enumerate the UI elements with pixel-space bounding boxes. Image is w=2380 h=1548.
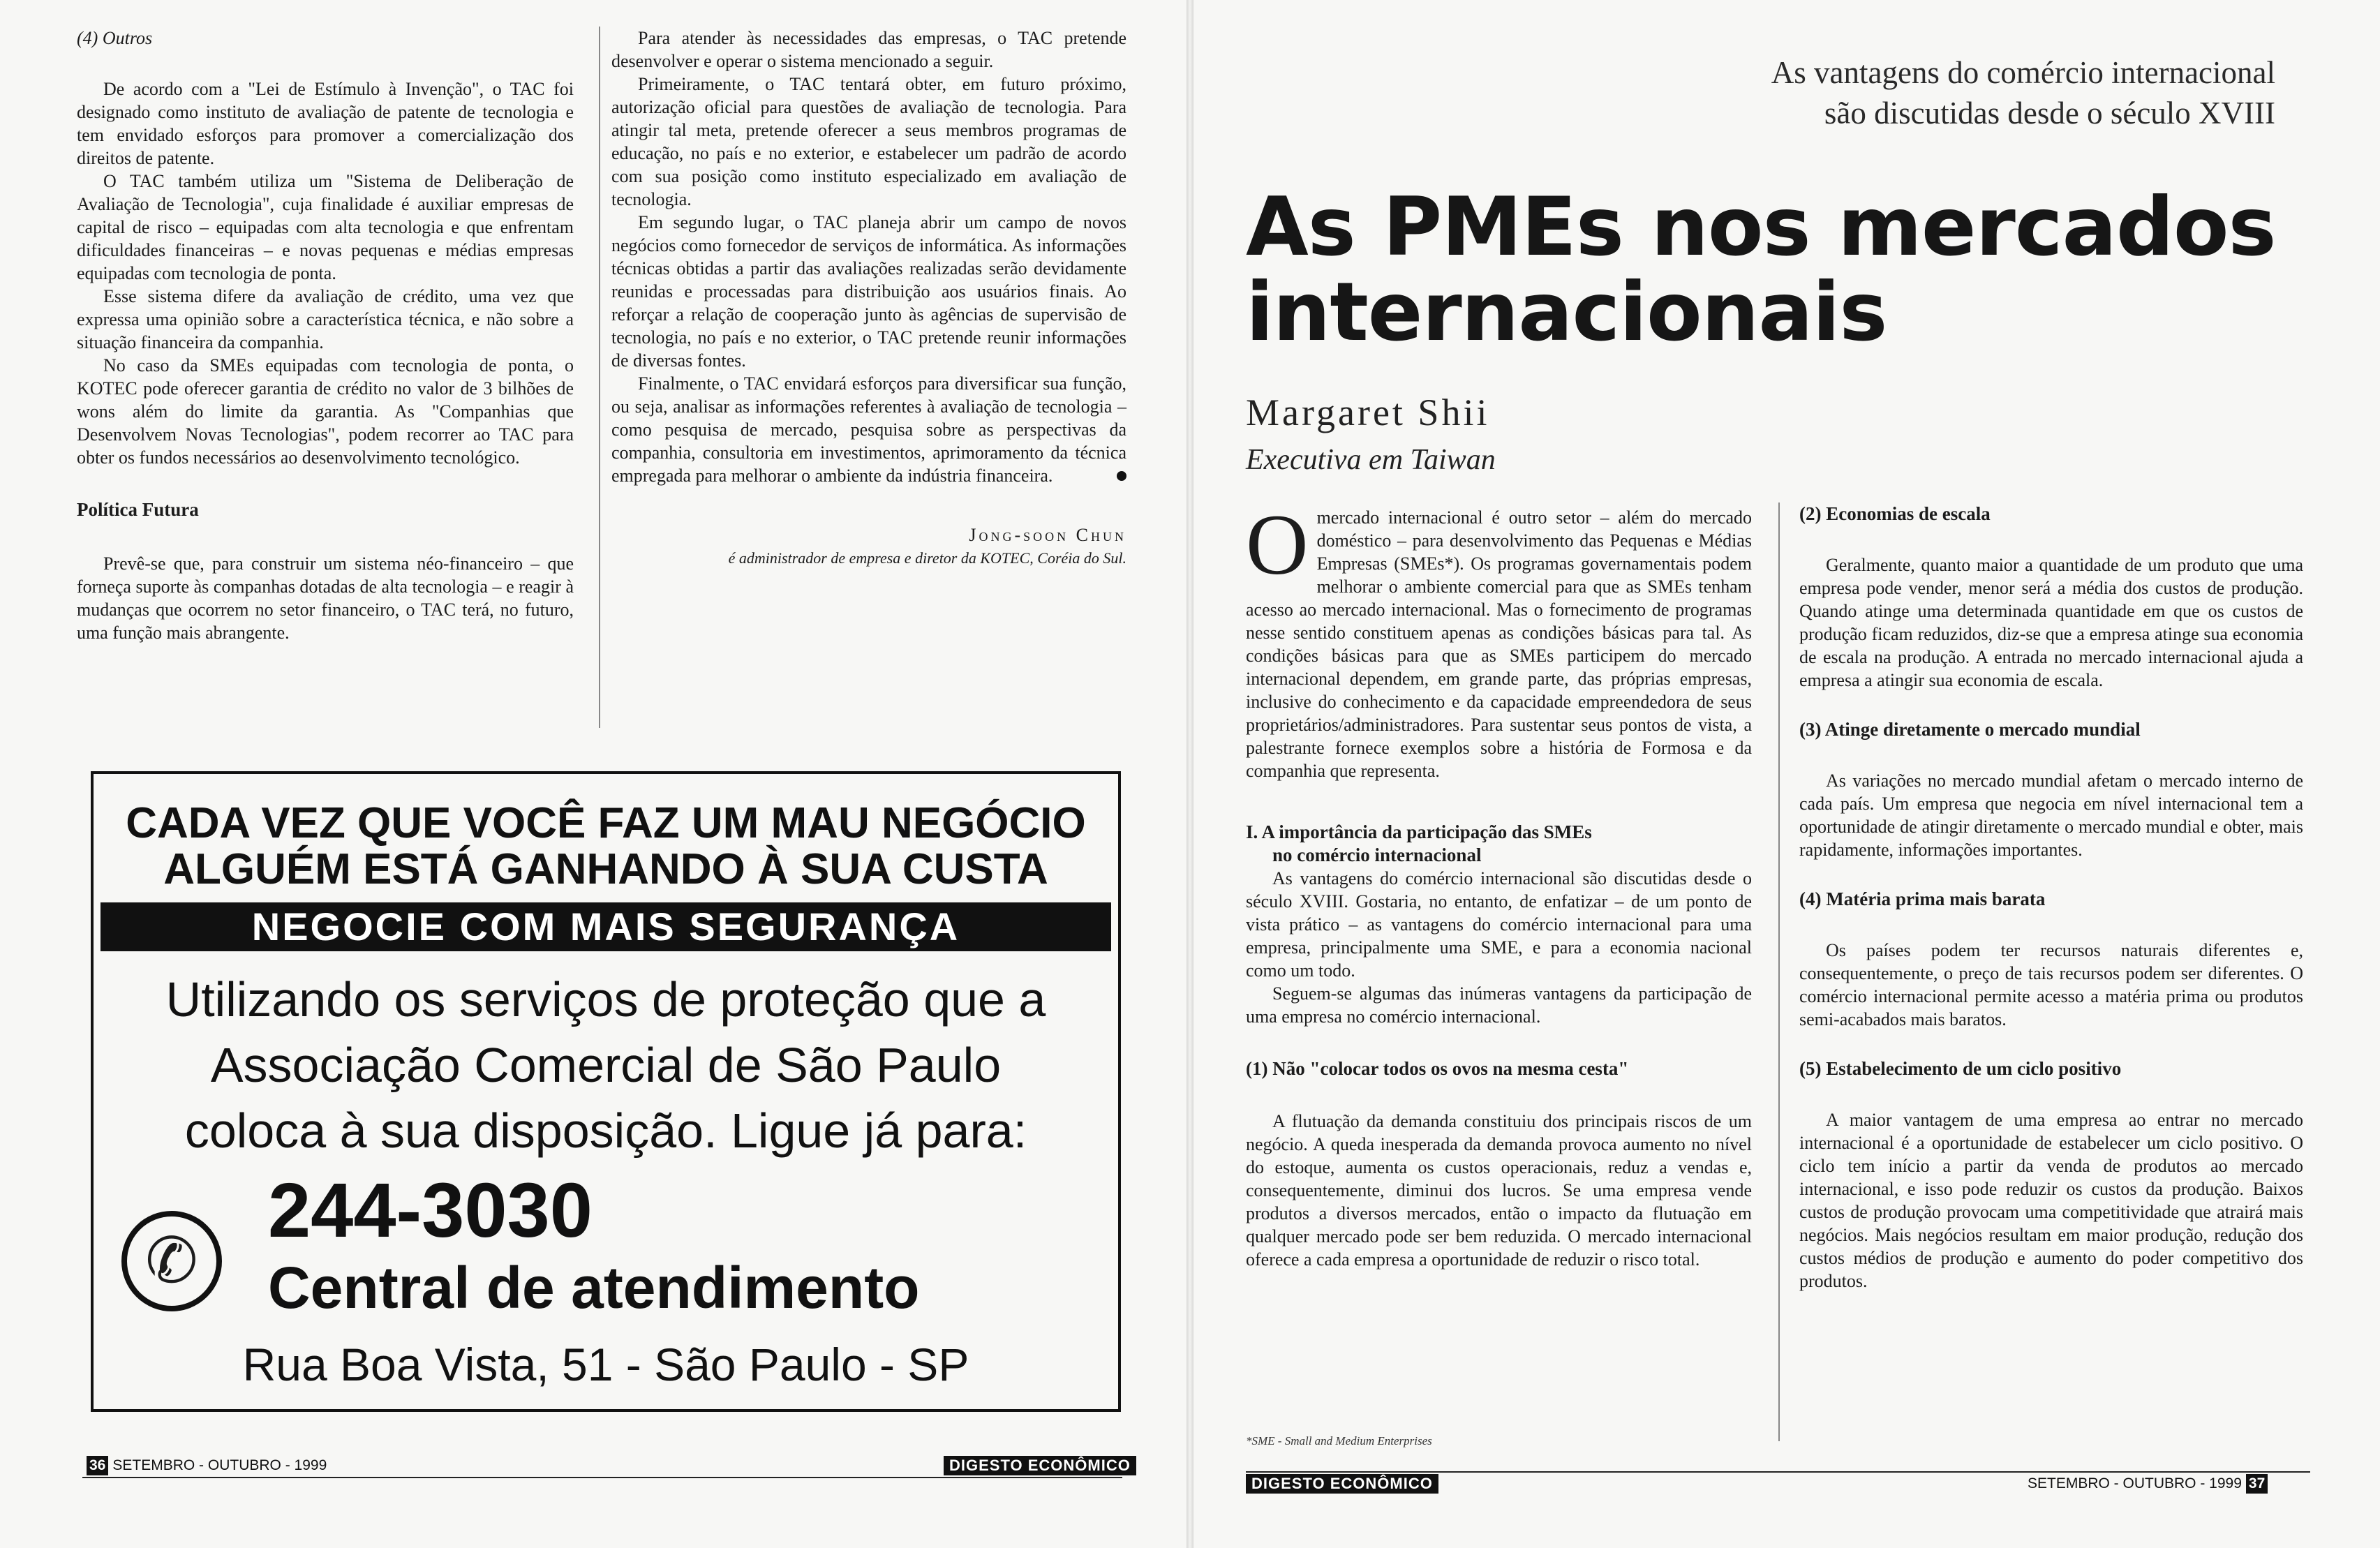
headline-line: As PMEs nos mercados xyxy=(1246,180,2276,274)
ad-central: Central de atendimento xyxy=(268,1255,920,1320)
footnote: *SME - Small and Medium Enterprises xyxy=(1246,1434,1432,1447)
paragraph-text: Finalmente, o TAC envidará esforços para diversificar sua função, ou seja, analisar as informações referentes à avaliação de tecnologia – como pesquisa de mercado, pesquisa sobre as perspectivas da companhia, consultoria em investimentos, aprimoramento da técnica empregada para melhorar o ambiente da indústria financeira. xyxy=(611,373,1126,486)
subsection-title: (5) Estabelecimento de um ciclo positivo xyxy=(1799,1058,2122,1079)
column-divider xyxy=(1778,503,1780,1441)
ad-phone-number: 244-3030 xyxy=(268,1168,593,1253)
paragraph: As variações no mercado mundial afetam o mercado interno de cada país. Um empresa que negocia em nível internacional tem a oportunidade de atingir diretamente o mercado mundial e obter, mais rapidamente, informações importantes. xyxy=(1799,771,2303,860)
footer-rule xyxy=(1246,1471,2310,1473)
intro-paragraph xyxy=(1246,497,1752,782)
kicker-line: são discutidas desde o século XVIII xyxy=(1824,96,2275,131)
paragraph: Esse sistema difere da avaliação de crédito, uma vez que expressa uma opinião sobre a característica técnica, e não sobre a situação financeira da companhia. xyxy=(77,286,574,352)
right-column-1 xyxy=(1246,497,1752,1271)
left-column-1 xyxy=(77,27,574,644)
advertisement xyxy=(91,771,1121,1412)
byline-author: Margaret Shii xyxy=(1246,392,1490,433)
magazine-badge: DIGESTO ECONÔMICO xyxy=(944,1456,1136,1475)
subsection xyxy=(1799,888,2303,1031)
ad-body-line: coloca à sua disposição. Ligue já para: xyxy=(184,1103,1027,1158)
paragraph: A maior vantagem de uma empresa ao entrar no mercado internacional é a oportunidade de estabelecer um ciclo positivo. O ciclo tem início a partir da venda de produtos ao mercado internacional, e isso pode reduzir os custos da produção. Baixos custos de produção provocam uma competitividade que atrairá mais negócios. Mais negócios resultam em maior produção, redução dos custos médios de produção e aumento do poder competitivo dos produtos. xyxy=(1799,1110,2303,1291)
ad-headline xyxy=(94,801,1118,893)
section-title xyxy=(1246,821,1752,867)
paragraph: O TAC também utiliza um "Sistema de Deliberação de Avaliação de Tecnologia", cuja finalidade é auxiliar empresas de capital de risco – equipadas com alta tecnologia e que enfrentam dificuldades financeiras – e novas pequenas e médias empresas equipadas com tecnologia de ponta. xyxy=(77,171,574,283)
paragraph: Seguem-se algumas das inúmeras vantagens da participação de uma empresa no comércio internacional. xyxy=(1246,983,1752,1027)
right-page xyxy=(1193,0,2380,1548)
author-name: Jong-soon Chun xyxy=(969,525,1126,545)
footer-date: SETEMBRO - OUTUBRO - 1999 xyxy=(2028,1475,2242,1491)
right-column-2 xyxy=(1799,503,2303,1293)
paragraph: Em segundo lugar, o TAC planeja abrir um campo de novos negócios como fornecedor de serviços de informática. As informações técnicas obtidas a partir das avaliações realizadas serão devidamente reunidas e processadas para distribuição aos usuários finais. Ao reforçar a relação de cooperação junto às agências de supervisão de tecnologia, no país e no exterior, o TAC pretende reunir informações de diversas fontes. xyxy=(611,212,1126,371)
end-of-article-icon xyxy=(1117,471,1126,481)
kicker-line: As vantagens do comércio internacional xyxy=(1771,55,2275,90)
ad-body-line: Associação Comercial de São Paulo xyxy=(210,1038,1002,1092)
headline-line: internacionais xyxy=(1246,265,1887,359)
subsection xyxy=(1799,503,2303,692)
drop-cap: O xyxy=(1246,497,1309,593)
paragraph: Para atender às necessidades das empresas, o TAC pretende desenvolver e operar o sistema mencionado a seguir. xyxy=(611,28,1126,71)
ad-address: Rua Boa Vista, 51 - São Paulo - SP xyxy=(242,1339,969,1390)
intro-text: mercado internacional é outro setor – além do mercado doméstico – para desenvolvimento das Pequenas e Médias Empresas (SMEs*). Os programas governamentais podem melhorar o ambiente comercial para que as SMEs tenham acesso ao mercado internacional. Mas o fornecimento de programas nesse sentido constituem apenas as condições básicas para tal. As condições básicas para que as SMEs participem do mercado internacional dependem, em grande parte, das próprias empresas, inclusive do conhecimento e da capacidade empreendedora de seus proprietários/administradores. Para sustentar seus pontos de vista, a palestrante fornece exemplos sobre a história de Formosa e da companhia que representa. xyxy=(1246,507,1752,781)
paragraph: Primeiramente, o TAC tentará obter, em futuro próximo, autorização oficial para questões de avaliação de tecnologia. Para atingir tal meta, pretende oferecer a seus membros programas de educação, no país e no exterior, e estabelecer um padrão de acordo com sua posição como instituto especializado em avaliação de tecnologia. xyxy=(611,74,1126,209)
ad-body-line: Utilizando os serviços de proteção que a xyxy=(165,972,1046,1027)
subsection-title: (1) Não "colocar todos os ovos na mesma cesta" xyxy=(1246,1058,1629,1079)
footer-rule xyxy=(82,1477,1122,1478)
paragraph: No caso da SMEs equipadas com tecnologia de ponta, o KOTEC pode oferecer garantia de crédito no valor de 3 bilhões de wons além do limite da garantia. As "Companhias que Desenvolvem Novas Tecnologias", podem recorrer ao TAC para obter os fundos necessários ao desenvolvimento tecnológico. xyxy=(77,355,574,468)
article-headline xyxy=(1246,180,2293,359)
section-title-politica-futura: Política Futura xyxy=(77,499,199,520)
ad-banner: NEGOCIE COM MAIS SEGURANÇA xyxy=(101,902,1111,951)
footer-date: SETEMBRO - OUTUBRO - 1999 xyxy=(112,1457,327,1473)
ad-headline-line: ALGUÉM ESTÁ GANHANDO À SUA CUSTA xyxy=(163,845,1048,893)
subsection xyxy=(1799,1057,2303,1293)
section-title-line: I. A importância da participação das SMEs xyxy=(1246,821,1592,842)
paragraph xyxy=(611,372,1126,487)
left-footer xyxy=(82,1456,327,1475)
ad-body xyxy=(94,967,1118,1163)
telephone-icon: ✆ xyxy=(121,1211,222,1311)
right-footer xyxy=(2028,1474,2272,1494)
section-title-line: no comércio internacional xyxy=(1272,844,1482,865)
paragraph: De acordo com a "Lei de Estímulo à Invenção", o TAC foi designado como instituto de avaliação de patente de tecnologia e tem envidado esforços para promover a comercialização dos direitos de patente. xyxy=(77,79,574,168)
left-page xyxy=(0,0,1187,1548)
author-role: é administrador de empresa e diretor da KOTEC, Coréia do Sul. xyxy=(728,549,1126,567)
paragraph: Geralmente, quanto maior a quantidade de um produto que uma empresa pode vender, menor será a média dos custos de produção. Quando atinge uma determinada quantidade em que os custos de produção ficam reduzidos, diz-se que a empresa atinge sua economia de escala na produção. A entrada no mercado internacional ajuda a empresa a atingir sua economia de escala. xyxy=(1799,555,2303,690)
paragraph: A flutuação da demanda constituiu dos principais riscos de um negócio. A queda inesperada da demanda provoca aumento no nível do estoque, aumenta os custos operacionais, reduz a vendas e, consequentemente, diminui dos lucros. Se uma empresa vende produtos a diversos mercados, então o impacto da flutuação em qualquer mercado pode ser bem reduzida. O mercado internacional oferece a cada empresa a oportunidade de reduzir o risco total. xyxy=(1246,1111,1752,1270)
magazine-badge: DIGESTO ECONÔMICO xyxy=(1246,1474,1438,1494)
page-number: 37 xyxy=(2246,1474,2268,1494)
left-column-2 xyxy=(611,27,1126,570)
page-number: 36 xyxy=(87,1456,108,1475)
subsection-title: (4) Matéria prima mais barata xyxy=(1799,888,2046,909)
kicker xyxy=(1577,52,2275,133)
subsection-title: (3) Atinge diretamente o mercado mundial xyxy=(1799,719,2141,740)
ad-phone-row xyxy=(94,1169,1118,1337)
column-divider xyxy=(599,27,600,728)
paragraph: Os países podem ter recursos naturais diferentes e, consequentemente, o preço de tais recursos podem ser diferentes. O comércio internacional permite acesso a matéria prima ou produtos semi-acabados mais baratos. xyxy=(1799,940,2303,1029)
byline-role: Executiva em Taiwan xyxy=(1246,444,1496,476)
paragraph: As vantagens do comércio internacional são discutidas desde o século XVIII. Gostaria, no entanto, de enfatizar – de um ponto de vista prático – as vantagens do comércio internacional para uma empresa, principalmente uma SME, e para a economia nacional como um todo. xyxy=(1246,868,1752,981)
subsection xyxy=(1799,718,2303,861)
section-title-outros: (4) Outros xyxy=(77,28,153,48)
subsection-title: (2) Economias de escala xyxy=(1799,503,1991,524)
paragraph: Prevê-se que, para construir um sistema néo-financeiro – que forneça suporte às companhas dotadas de alta tecnologia – e reagir à mudanças que ocorrem no setor financeiro, o TAC terá, no futuro, uma função mais abrangente. xyxy=(77,553,574,643)
page-gutter xyxy=(1187,0,1193,1548)
ad-headline-line: CADA VEZ QUE VOCÊ FAZ UM MAU NEGÓCIO xyxy=(126,799,1086,847)
